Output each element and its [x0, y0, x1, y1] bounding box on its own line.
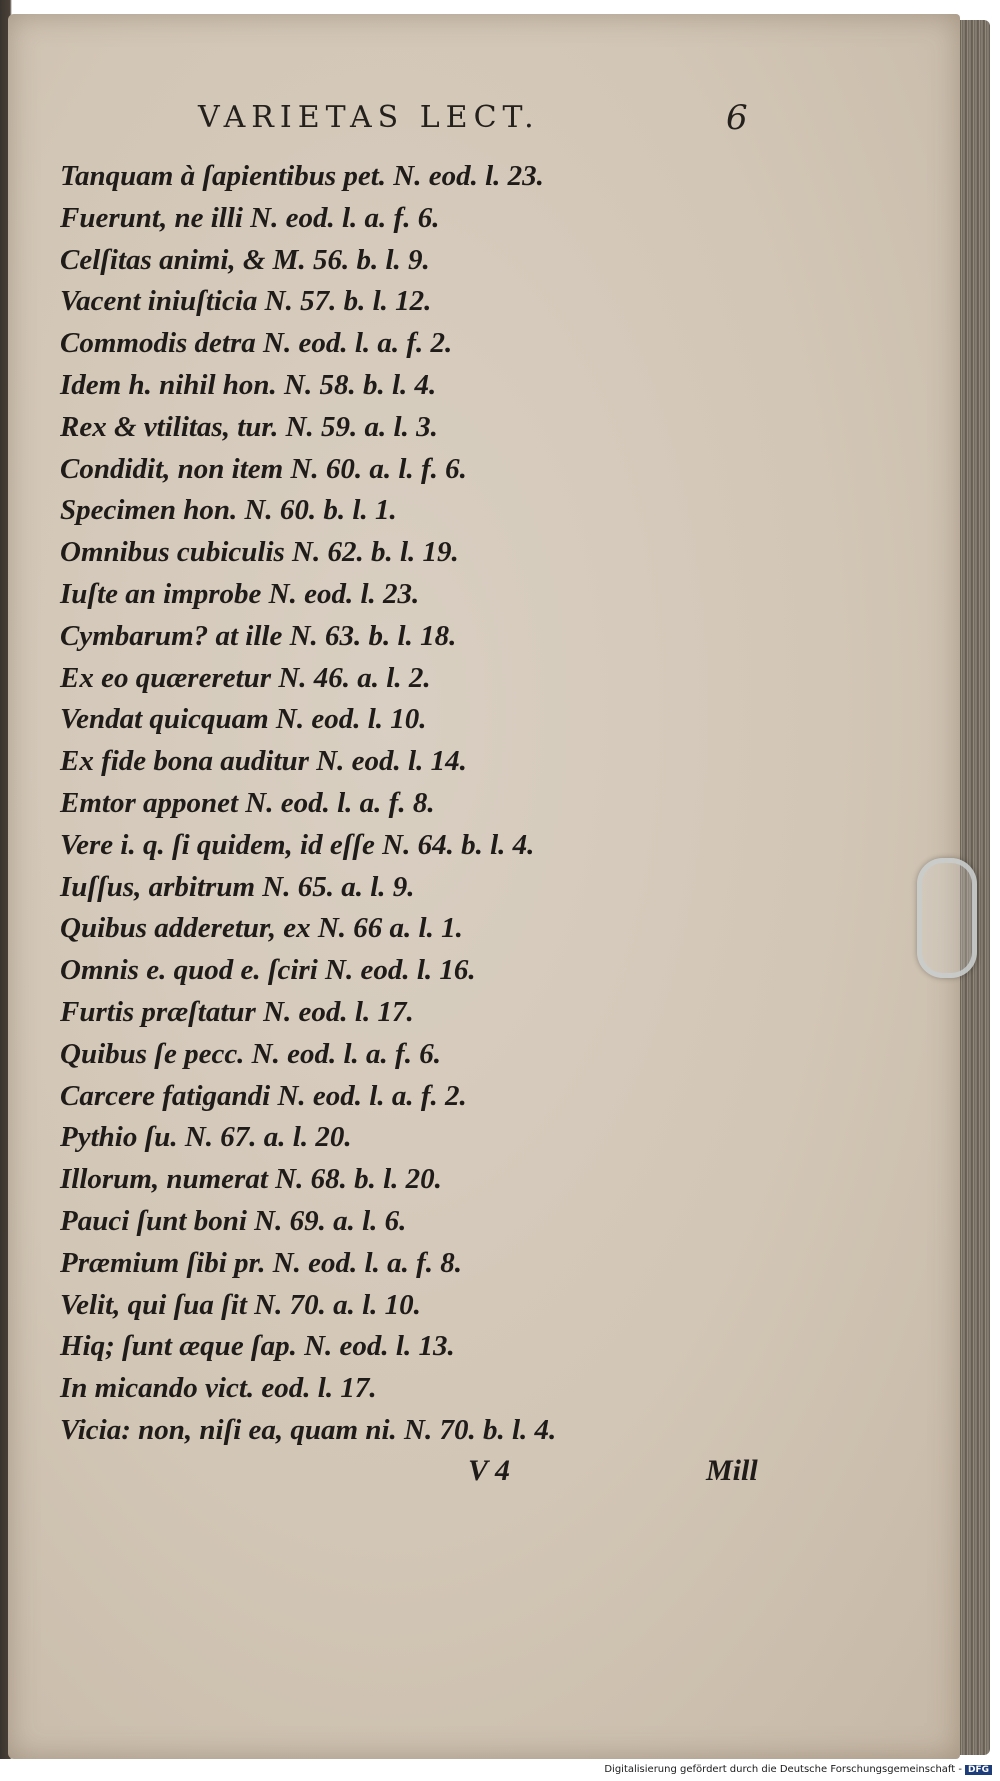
list-item: Omnis e. quod e. ſciri N. eod. l. 16.	[60, 954, 476, 987]
variant-readings-list	[60, 156, 900, 1452]
list-item: Ex eo quæreretur N. 46. a. l. 2.	[60, 661, 431, 694]
list-item: Celſitas animi, & M. 56. b. l. 9.	[60, 243, 430, 276]
list-item: In micando vict. eod. l. 17.	[60, 1372, 377, 1405]
dfg-credit	[604, 1764, 992, 1775]
list-item: Commodis detra N. eod. l. a. f. 2.	[60, 327, 453, 360]
list-item: Emtor apponet N. eod. l. a. f. 8.	[60, 786, 435, 819]
list-item: Præmium ſibi pr. N. eod. l. a. f. 8.	[60, 1246, 462, 1279]
list-item: Pauci ſunt boni N. 69. a. l. 6.	[60, 1204, 407, 1237]
list-item: Vere i. q. ſi quidem, id eſſe N. 64. b. l. 4.	[60, 828, 535, 861]
clasp-icon	[917, 858, 977, 978]
list-item: Specimen hon. N. 60. b. l. 1.	[60, 494, 397, 527]
list-item: Velit, qui ſua ſit N. 70. a. l. 10.	[60, 1288, 421, 1321]
list-item: Vendat quicquam N. eod. l. 10.	[60, 703, 427, 736]
list-item: Vicia: non, niſi ea, quam ni. N. 70. b. l. 4.	[60, 1413, 557, 1446]
list-item: Rex & vtilitas, tur. N. 59. a. l. 3.	[60, 410, 438, 443]
list-item: Illorum, numerat N. 68. b. l. 20.	[60, 1163, 442, 1196]
list-item: Cymbarum? at ille N. 63. b. l. 18.	[60, 619, 457, 652]
list-item: Furtis præſtatur N. eod. l. 17.	[60, 995, 414, 1028]
list-item: Tanquam à ſapientibus pet. N. eod. l. 23.	[60, 160, 544, 192]
list-item: Pythio ſu. N. 67. a. l. 20.	[60, 1121, 352, 1154]
list-item: Ex fide bona auditur N. eod. l. 14.	[60, 745, 467, 778]
list-item: Fuerunt, ne illi N. eod. l. a. f. 6.	[60, 201, 440, 234]
signature-mark: V 4	[468, 1454, 510, 1487]
catchword: Mill	[706, 1454, 758, 1487]
credit-text: Digitalisierung gefördert durch die Deutsche Forschungsgemeinschaft -	[604, 1764, 962, 1775]
list-item: Quibus adderetur, ex N. 66 a. l. 1.	[60, 912, 463, 945]
list-item: Hiq; ſunt æque ſap. N. eod. l. 13.	[60, 1330, 455, 1363]
list-item: Iuſte an improbe N. eod. l. 23.	[60, 577, 420, 610]
list-item: Carcere fatigandi N. eod. l. a. f. 2.	[60, 1079, 467, 1112]
book-page	[8, 14, 960, 1759]
dfg-logo-icon: DFG	[965, 1765, 992, 1775]
list-item: Vacent iniuſticia N. 57. b. l. 12.	[60, 285, 432, 318]
list-item: Iuſſus, arbitrum N. 65. a. l. 9.	[60, 870, 415, 903]
list-item: Condidit, non item N. 60. a. l. f. 6.	[60, 452, 467, 485]
list-item: Quibus ſe pecc. N. eod. l. a. f. 6.	[60, 1037, 441, 1070]
list-item: Omnibus cubiculis N. 62. b. l. 19.	[60, 536, 459, 569]
running-head: VARIETAS LECT.	[198, 100, 540, 135]
page-number: 6	[726, 98, 748, 138]
list-item: Idem h. nihil hon. N. 58. b. l. 4.	[60, 368, 437, 401]
